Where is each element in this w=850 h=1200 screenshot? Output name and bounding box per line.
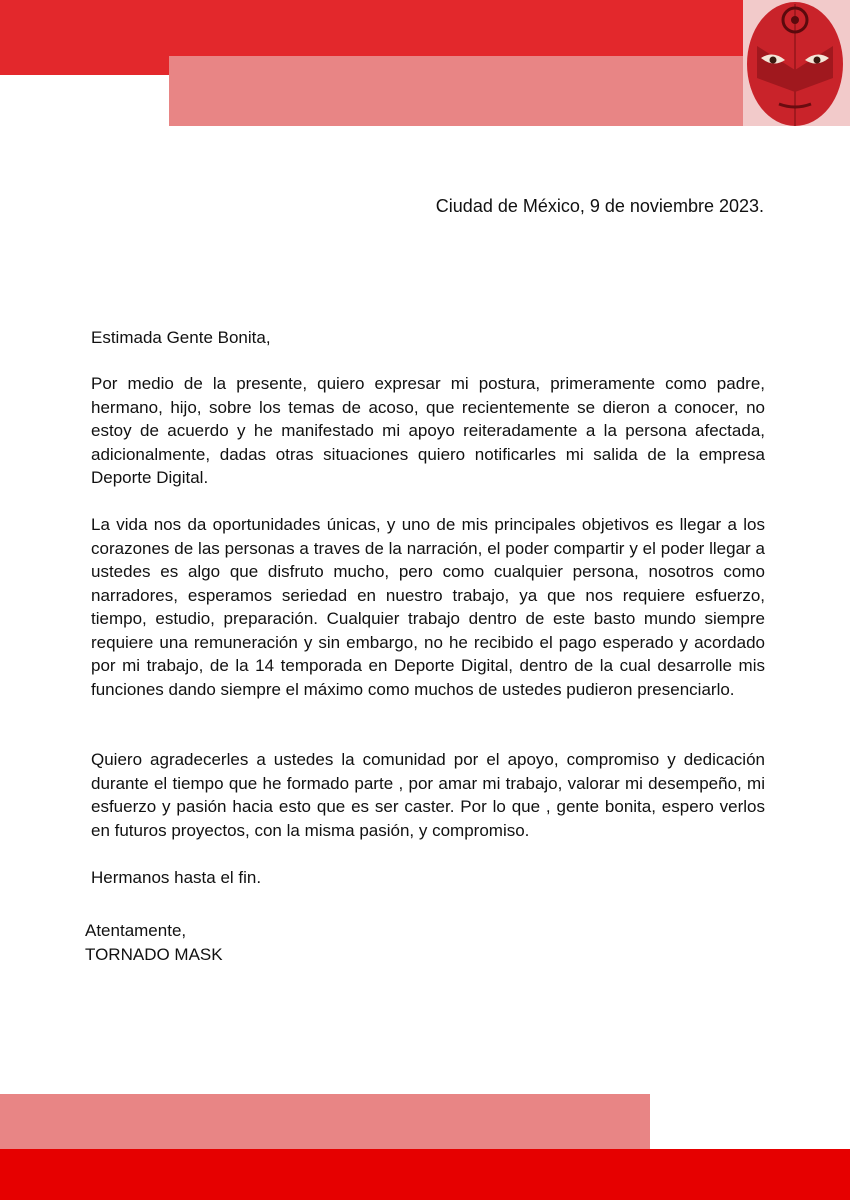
letter-closing: Hermanos hasta el fin. bbox=[91, 868, 262, 887]
letter-paragraph-3: Quiero agradecerles a ustedes la comunidad por el apoyo, compromiso y dedicación durante el tiempo que he formado parte , por amar mi trabajo, valorar mi desempeño, mi esfuerzo y pasión hacia esto que es ser caster. Por lo que , gente bonita, espero verlos en futuros proyectos, con la misma pasión, y compromiso. bbox=[91, 750, 765, 840]
header-pink-band bbox=[169, 56, 745, 126]
letter-paragraph-2: La vida nos da oportunidades únicas, y uno de mis principales objetivos es llegar a los corazones de las personas a traves de la narración, el poder compartir y el poder llegar a ustedes es algo que disfruto mucho, pero como cualquier persona, nosotros como narradores, esperamos seriedad en nuestro trabajo, ya que nos requiere esfuerzo, tiempo, estudio, preparación. Cualquier trabajo dentro de este basto mundo siempre requiere una remuneración y sin embargo, no he recibido el pago esperado y acordado por mi trabajo, de la 14 temporada en Deporte Digital, dentro de la cual desarrolle mis funciones dando siempre el máximo como muchos de ustedes pudieron presenciarlo. bbox=[91, 515, 765, 699]
signature-block bbox=[85, 919, 223, 967]
signoff: Atentamente, bbox=[85, 921, 187, 940]
wrestling-mask-icon bbox=[743, 0, 850, 126]
header-logo bbox=[743, 0, 850, 126]
signature-name: TORNADO MASK bbox=[85, 945, 223, 964]
letter-greeting: Estimada Gente Bonita, bbox=[91, 328, 271, 347]
letter-date: Ciudad de México, 9 de noviembre 2023. bbox=[435, 196, 764, 216]
footer-red-band bbox=[0, 1149, 850, 1200]
footer-pink-band bbox=[0, 1094, 650, 1149]
letter-paragraph-1: Por medio de la presente, quiero expresar mi postura, primeramente como padre, hermano, hijo, sobre los temas de acoso, que recientemente se dieron a conocer, no estoy de acuerdo y he manifestado mi apoyo reiteradamente a la persona afectada, adicionalmente, dadas otras situaciones quiero notificarles mi salida de la empresa Deporte Digital. bbox=[91, 374, 765, 487]
